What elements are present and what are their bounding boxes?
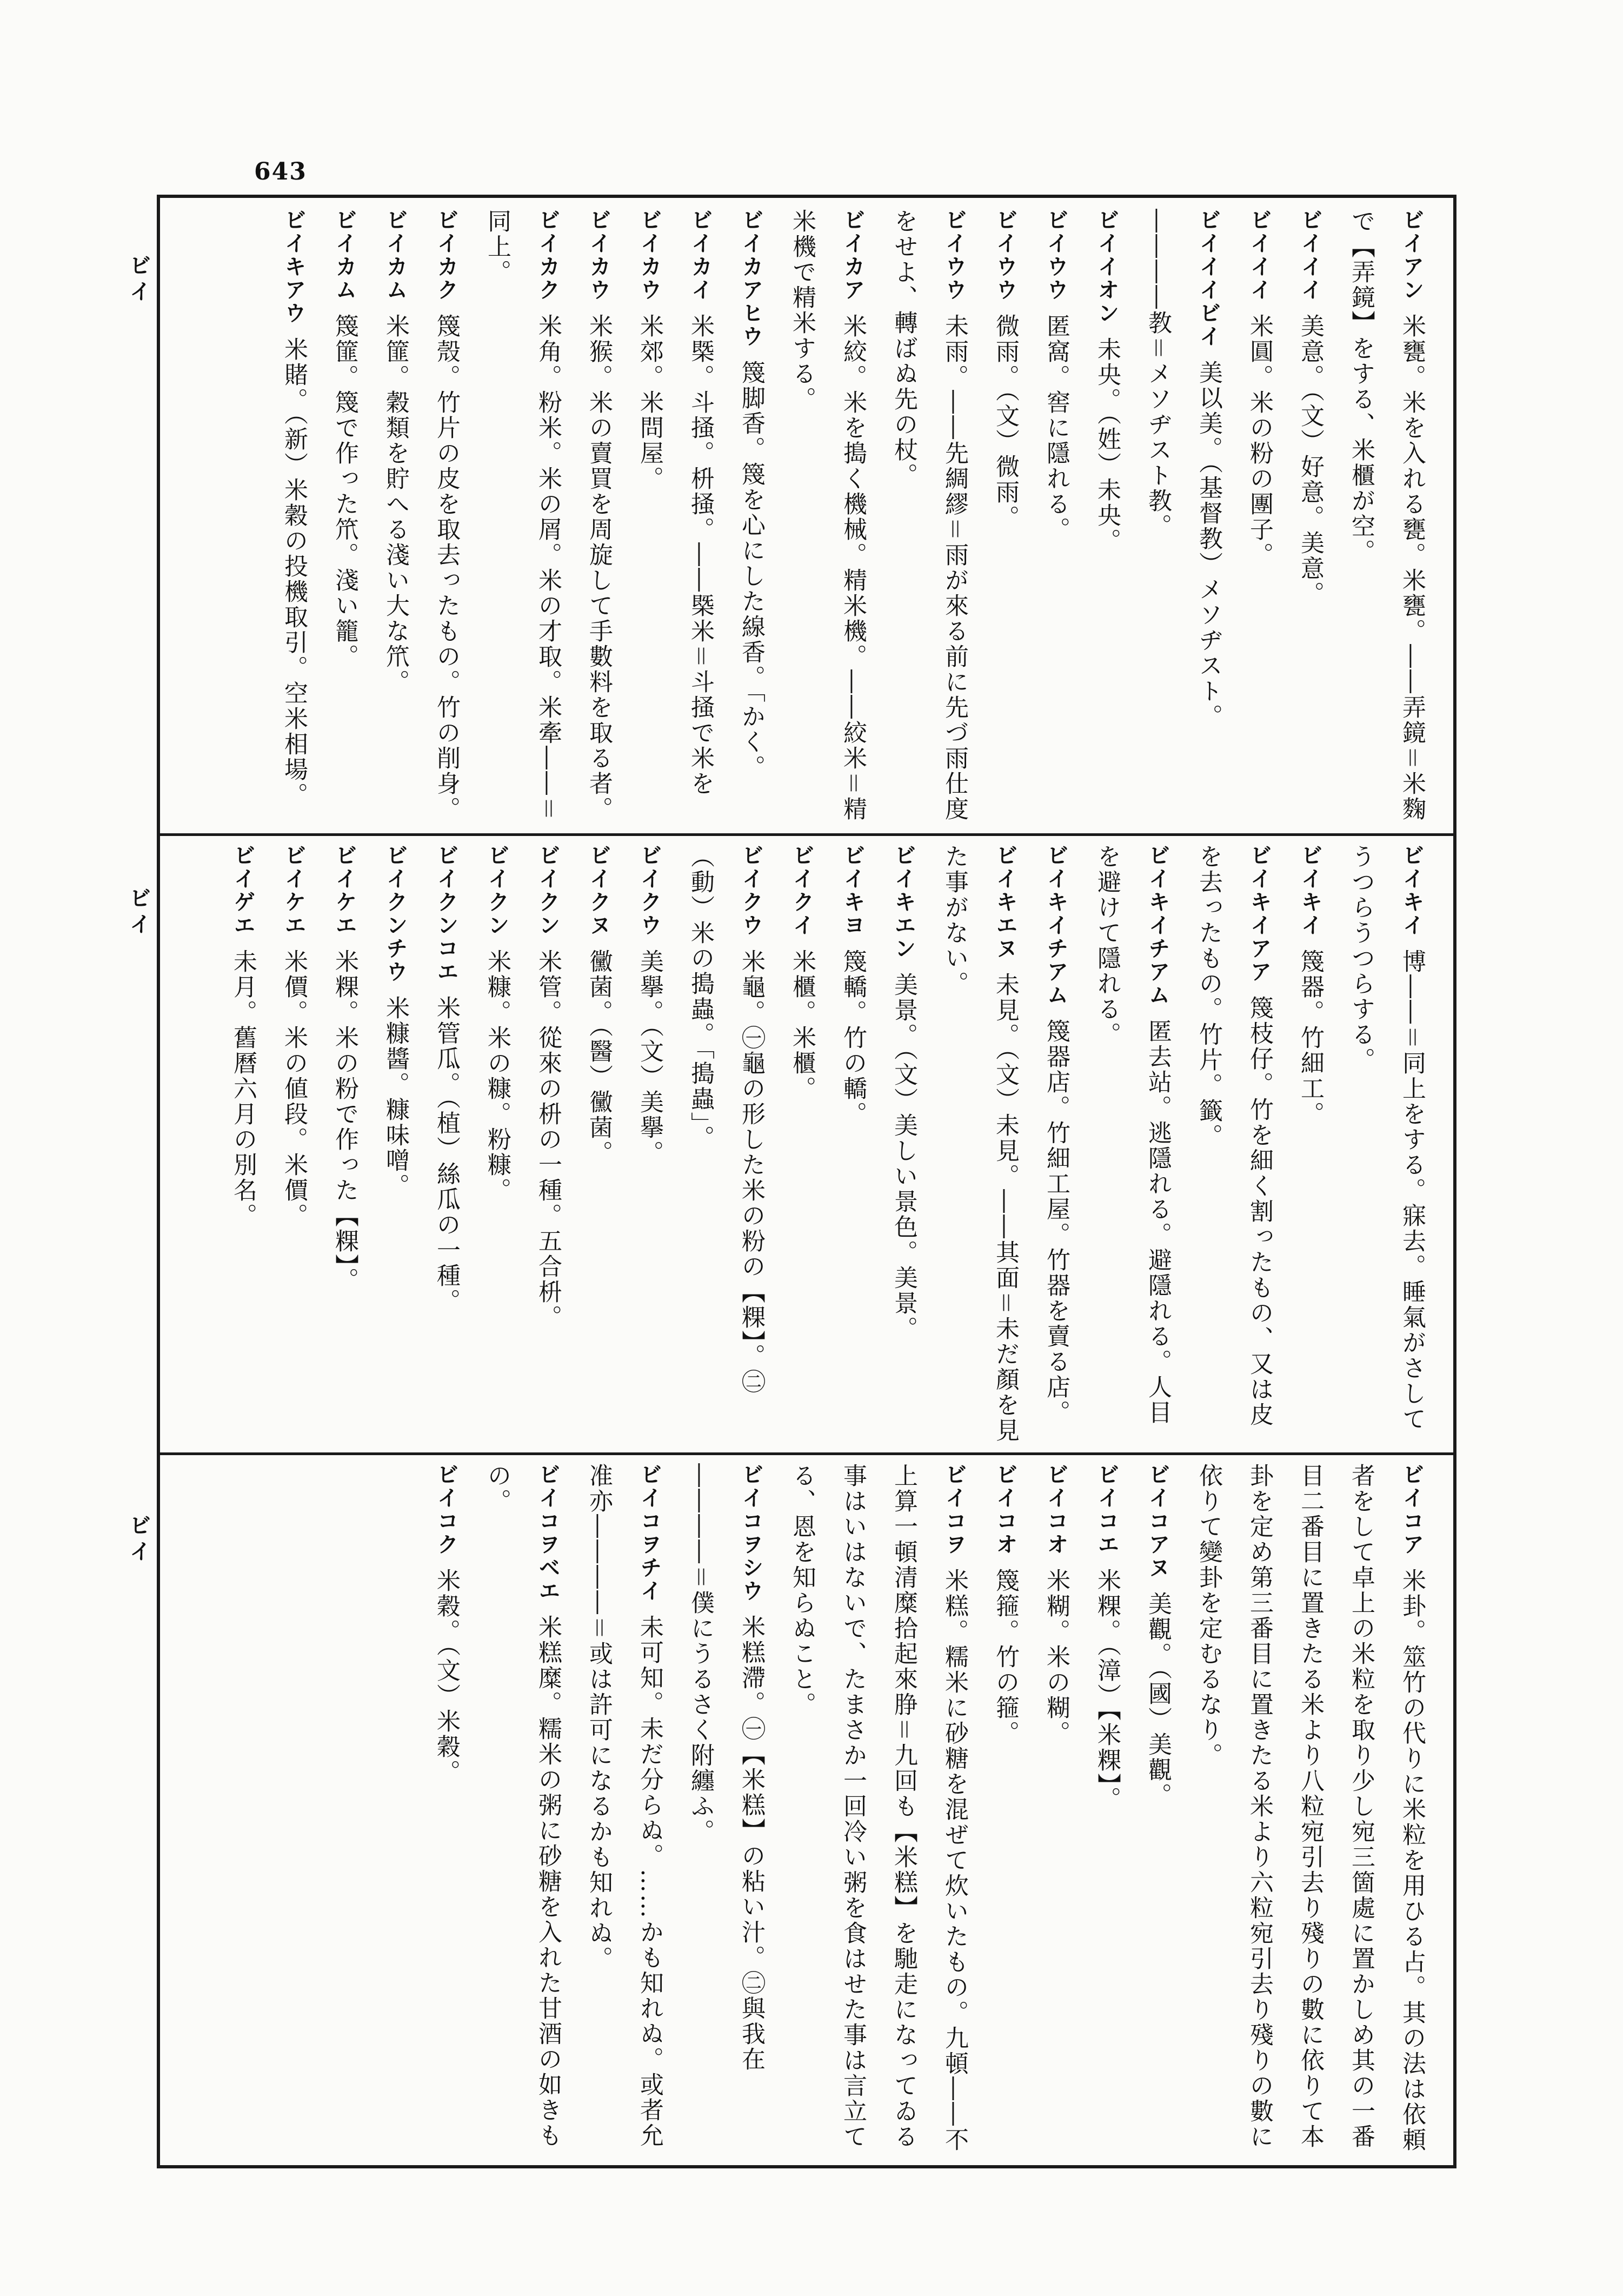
dictionary-entry [980, 209, 1030, 825]
side-mark-top: ビイ [126, 254, 151, 306]
entry-definition: 美擧。（文）美擧。 [636, 949, 663, 1166]
dictionary-page-frame [157, 195, 1456, 2168]
dictionary-entry [421, 844, 471, 1444]
entry-definition: 篾枝仔。竹を細く割ったもの、又は皮を去ったもの。竹片。籤。 [1195, 844, 1273, 1428]
entry-definition: 美以美。（基督教）メソヂスト。――――教＝メソヂスト教。 [1144, 209, 1222, 729]
dictionary-entry [929, 844, 1030, 1444]
entry-definition: 米篚。穀類を貯へる淺い大な笊。 [382, 314, 409, 695]
dictionary-entry [1081, 1463, 1132, 2158]
dictionary-entry [776, 844, 827, 1444]
dictionary-entry [522, 844, 573, 1444]
entry-definition: 米賭。（新）米穀の投機取引。空米相場。 [280, 337, 308, 808]
entry-definition: 美觀。（國）美觀。 [1144, 1591, 1172, 1808]
entry-headword: ビイキイチアム [1145, 844, 1170, 1007]
entry-headword: ビイキイアア [1247, 844, 1272, 984]
entry-definition: 篾器。竹細工。 [1296, 949, 1324, 1127]
entry-headword: ビイコヲベエ [535, 1463, 560, 1603]
dictionary-entry [878, 844, 929, 1444]
entry-definition: 米郊。米問屋。 [636, 314, 663, 492]
entry-definition: 米卦。筮竹の代りに米粒を用ひる占。其の法は依頼者をして卓上の米粒を取り少し宛三箇處に置かしめ其の一番目二番目に置きたる米より八粒宛引去り殘りの數に依りて本卦を定め第三番目に置きたる米より六粒宛引去り殘りの數に依りて變卦を定むるなり。 [1195, 1463, 1426, 2153]
entry-headword: ビイウウ [993, 209, 1017, 302]
dictionary-entry [471, 1463, 573, 2158]
entry-headword: ビイコヲシウ [739, 1463, 763, 1603]
entry-headword: ビイキイ [1399, 844, 1424, 937]
dictionary-entry [1335, 844, 1437, 1444]
dictionary-entry [421, 209, 471, 825]
dictionary-section-top [176, 209, 1437, 825]
entry-definition: 米穀。（文）米穀。 [433, 1568, 460, 1785]
entry-definition: 美意。（文）好意。美意。 [1296, 314, 1324, 607]
entry-headword: ビイコエ [1094, 1463, 1119, 1556]
dictionary-entry [1030, 209, 1081, 825]
entry-definition: 米粿。米の粉で作った【粿】。 [331, 949, 358, 1293]
entry-headword: ビイクイ [789, 844, 814, 937]
entry-definition: 米角。粉米。米の屑。米の才取。米牽――＝同上。 [483, 209, 562, 822]
entry-definition: 米圓。米の粉の團子。 [1246, 314, 1273, 568]
section-divider [160, 1452, 1453, 1455]
entry-definition: 米糕。糯米に砂糖を混ぜて炊いたもの。九頓――不上算一頓清糜拾起來㬹＝九回も【米糕】を馳走になってゐる事はいはないで、たまさか一回冷い粥を食はせた事は言立てる、恩を知らぬこと。 [788, 1463, 968, 2153]
entry-headword: ビイコヲチイ [637, 1463, 662, 1603]
dictionary-section-bottom [176, 1463, 1437, 2158]
entry-definition: 篾器店。竹細工屋。竹器を賣る店。 [1042, 1019, 1070, 1425]
entry-headword: ビイキイ [1298, 844, 1322, 937]
dictionary-entry [675, 209, 726, 825]
entry-definition: 匿去站。逃隱れる。避隱れる。人目を避けて隱れる。 [1093, 844, 1172, 1425]
entry-headword: ビイコアヌ [1145, 1463, 1170, 1580]
entry-definition: 篾殼。竹片の皮を取去ったもの。竹の削身。 [433, 314, 460, 822]
dictionary-entry [1234, 209, 1285, 825]
dictionary-entry [1132, 1463, 1183, 2158]
entry-definition: 微雨。（文）微雨。 [992, 314, 1019, 530]
entry-definition: 美景。（文）美しい景色。美景。 [890, 972, 917, 1342]
entry-headword: ビイコア [1399, 1463, 1424, 1556]
dictionary-entry [878, 209, 980, 825]
dictionary-entry [1030, 1463, 1081, 2158]
dictionary-section-middle [176, 844, 1437, 1444]
entry-headword: ビイウウ [1043, 209, 1068, 302]
entry-definition: 米糊。米の糊。 [1042, 1568, 1070, 1746]
dictionary-entry [675, 844, 776, 1444]
entry-headword: ビイキエヌ [993, 844, 1017, 960]
entry-headword: ビイイイ [1247, 209, 1272, 302]
dictionary-entry [1183, 1463, 1437, 2158]
entry-headword: ビイコク [434, 1463, 458, 1556]
entry-headword: ビイイオン [1094, 209, 1119, 325]
dictionary-entry [776, 1463, 980, 2158]
dictionary-entry [675, 1463, 776, 2158]
dictionary-entry [471, 844, 522, 1444]
dictionary-entry [1081, 844, 1183, 1444]
entry-definition: 博――＝同上をする。寐去。睡氣がさしてうつらうつらする。 [1347, 844, 1426, 1432]
dictionary-entry [1081, 209, 1132, 825]
entry-definition: 黴菌。（醫）黴菌。 [585, 949, 613, 1166]
entry-definition: 匿窩。窖に隱れる。 [1042, 314, 1070, 542]
entry-headword: ビイキエン [891, 844, 916, 960]
entry-definition: 未央。（姓）未央。 [1093, 337, 1121, 554]
entry-definition: 米糠醬。糠味噌。 [382, 996, 409, 1199]
entry-headword: ビイクン [484, 844, 509, 937]
entry-headword: ビイカアヒウ [739, 209, 763, 348]
entry-headword: ビイケエ [332, 844, 357, 937]
entry-definition: 米管。從來の枡の一種。五合枡。 [534, 949, 562, 1330]
entry-definition: 未月。舊曆六月の別名。 [229, 949, 257, 1229]
dictionary-entry [980, 1463, 1030, 2158]
entry-headword: ビイクウ [739, 844, 763, 937]
side-mark-bottom: ビイ [126, 1514, 151, 1566]
entry-headword: ビイコオ [1043, 1463, 1068, 1556]
dictionary-entry [319, 844, 370, 1444]
entry-headword: ビイクウ [637, 844, 662, 937]
entry-definition: 米猴。米の賣買を周旋して手數料を取る者。 [585, 314, 613, 822]
dictionary-entry [268, 844, 319, 1444]
entry-definition: 米龜。㊀龜の形した米の粉の【粿】。㊁（動）米の搗蟲。「搗蟲」。 [687, 844, 765, 1395]
entry-definition: 未雨。――先綢繆＝雨が來る前に先づ雨仕度をせよ、轉ばぬ先の杖。 [890, 209, 968, 822]
entry-headword: ビイカア [840, 209, 865, 302]
entry-headword: ビイクンチウ [383, 844, 408, 984]
dictionary-entry [573, 844, 624, 1444]
entry-headword: ビイキイチアム [1043, 844, 1068, 1007]
entry-headword: ビイクヌ [586, 844, 611, 937]
entry-definition: 未可知。未だ分らぬ。……かも知れぬ。或者允准亦――――＝或は許可になるかも知れぬ。 [585, 1463, 663, 2148]
dictionary-entry [624, 844, 675, 1444]
dictionary-entry [268, 209, 319, 825]
entry-definition: 米甕。米を入れる甕。米甕。――弄鏡＝米麴で【弄鏡】をする、米櫃が空。 [1347, 209, 1426, 822]
entry-headword: ビイケエ [281, 844, 306, 937]
entry-definition: 篾脚香。篾を心にした線香。「かく。 [737, 360, 765, 780]
entry-headword: ビイキヨ [840, 844, 865, 937]
entry-definition: 米絞。米を搗く機械。精米機。――絞米＝精米機で精米する。 [788, 209, 867, 822]
dictionary-entry [217, 844, 268, 1444]
dictionary-entry [624, 209, 675, 825]
section-divider [160, 833, 1453, 836]
entry-definition: 米糕糜。糯米の粥に砂糖を入れた甘酒の如きもの。 [483, 1463, 562, 2148]
dictionary-entry [370, 209, 421, 825]
entry-definition: 米槩。斗掻。枡掻。――槩米＝斗掻で米を [687, 314, 714, 797]
dictionary-entry [827, 844, 878, 1444]
entry-definition: 米價。米の値段。米價。 [280, 949, 308, 1229]
dictionary-entry [573, 1463, 675, 2158]
side-mark-middle: ビイ [126, 887, 151, 939]
dictionary-entry [726, 209, 776, 825]
entry-headword: ビイイイ [1298, 209, 1322, 302]
entry-headword: ビイイイビイ [1196, 209, 1221, 348]
entry-headword: ビイゲエ [230, 844, 255, 937]
entry-headword: ビイコヲ [942, 1463, 967, 1556]
dictionary-entry [1285, 209, 1335, 825]
entry-headword: ビイアン [1399, 209, 1424, 302]
dictionary-entry [421, 1463, 471, 2158]
dictionary-entry [471, 209, 573, 825]
entry-definition: 米粿。（漳）【米粿】。 [1093, 1568, 1121, 1812]
entry-headword: ビイカイ [688, 209, 713, 302]
entry-definition: 篾篚。篾で作った笊。淺い籠。 [331, 314, 358, 669]
entry-headword: ビイカウ [637, 209, 662, 302]
entry-definition: 米糕滯。㊀【米糕】の粘い汁。㊁與我在――――＝僕にうるさく附纏ふ。 [687, 1463, 765, 2072]
dictionary-entry [1285, 844, 1335, 1444]
dictionary-entry [319, 209, 370, 825]
entry-headword: ビイクン [535, 844, 560, 937]
dictionary-entry [370, 844, 421, 1444]
entry-definition: 米糠。米の糠。粉糠。 [483, 949, 511, 1203]
entry-definition: 篾箍。竹の箍。 [992, 1568, 1019, 1746]
entry-headword: ビイカム [332, 209, 357, 302]
entry-headword: ビイウウ [942, 209, 967, 302]
dictionary-entry [776, 209, 878, 825]
dictionary-entry [1335, 209, 1437, 825]
entry-headword: ビイクンコエ [434, 844, 458, 984]
dictionary-entry [1030, 844, 1081, 1444]
entry-headword: ビイカク [535, 209, 560, 302]
dictionary-entry [1183, 844, 1285, 1444]
entry-definition: 米管瓜。（植）絲瓜の一種。 [433, 996, 460, 1314]
entry-definition: 篾轎。竹の轎。 [839, 949, 867, 1127]
entry-definition: 未見。（文）未見。――其面＝未だ顏を見た事がない。 [941, 844, 1019, 1443]
entry-headword: ビイカム [383, 209, 408, 302]
dictionary-entry [1132, 209, 1234, 825]
dictionary-entry [573, 209, 624, 825]
page-number: 643 [254, 158, 307, 185]
entry-definition: 米櫃。米櫃。 [788, 949, 816, 1101]
entry-headword: ビイキアウ [281, 209, 306, 325]
entry-headword: ビイコオ [993, 1463, 1017, 1556]
entry-headword: ビイカク [434, 209, 458, 302]
entry-headword: ビイカウ [586, 209, 611, 302]
